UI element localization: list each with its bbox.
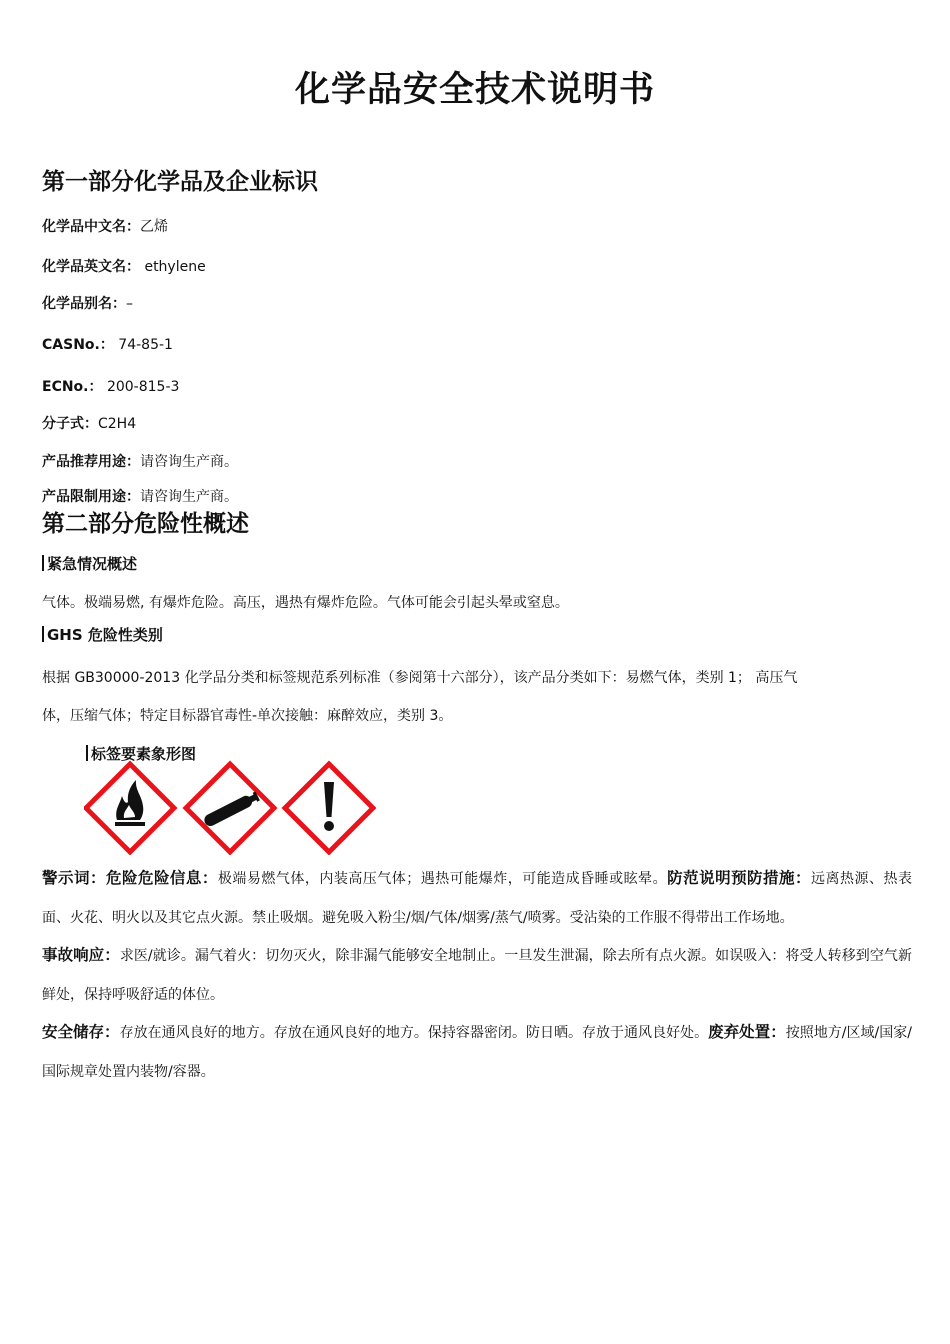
heading-bar <box>86 745 88 761</box>
heading-bar <box>42 626 44 642</box>
pictogram-subheading-text: 标签要素象形图 <box>91 745 197 763</box>
field-recommended-use <box>42 451 238 471</box>
emergency-subheading <box>42 553 137 574</box>
ghs-classification-line-2: 体，压缩气体；特定目标器官毒性-单次接触：麻醉效应，类别 3。 <box>42 708 453 724</box>
ghs-pictograms <box>84 760 376 855</box>
storage-text: 存放在通风良好的地方。存放在通风良好的地方。保持容器密闭。防日晒。存放于通风良好处。 <box>119 1025 709 1041</box>
field-value: 200-815-3 <box>102 379 180 395</box>
field-cas-no <box>42 334 173 354</box>
disposal-label: 废弃处置： <box>708 1023 786 1041</box>
field-value: – <box>126 296 133 312</box>
field-alias <box>42 293 133 313</box>
gas-cylinder-icon <box>186 764 274 852</box>
emergency-text: 气体。极端易燃, 有爆炸危险。高压，遇热有爆炸危险。气体可能会引起头晕或窒息。 <box>42 595 569 611</box>
field-value: ethylene <box>140 259 206 275</box>
ghs-subheading <box>42 624 163 645</box>
field-ec-no <box>42 376 179 396</box>
storage-disposal-paragraph <box>42 1013 912 1092</box>
field-label: 化学品中文名： <box>42 219 140 235</box>
page-title: 化学品安全技术说明书 <box>294 70 655 110</box>
field-label: CASNo.： <box>42 337 114 353</box>
ghs-subheading-text: GHS 危险性类别 <box>47 626 163 644</box>
field-label: 分子式： <box>42 416 98 432</box>
field-value: 请咨询生产商。 <box>140 454 238 470</box>
field-value: C2H4 <box>98 416 137 432</box>
field-chinese-name <box>42 216 168 236</box>
storage-label: 安全储存： <box>42 1023 120 1041</box>
ghs-classification-line-1: 根据 GB30000-2013 化学品分类和标签规范系列标准（参阅第十六部分），该产品分类如下：易燃气体，类别 1； 高压气 <box>42 670 798 686</box>
response-paragraph <box>42 936 912 1015</box>
prevention-label: 防范说明预防措施： <box>667 869 812 887</box>
hazard-statements-paragraph <box>42 859 912 938</box>
field-label: 化学品别名： <box>42 296 126 312</box>
field-label: 产品推荐用途： <box>42 454 140 470</box>
field-label: ECNo.： <box>42 379 103 395</box>
disposal-text: 按照地方/区域/国家/国际规章处置内装物/容器。 <box>42 1025 913 1080</box>
flame-icon <box>86 764 174 852</box>
heading-bar <box>42 555 44 571</box>
field-label: 化学品英文名： <box>42 259 140 275</box>
hazard-info-text: 极端易燃气体，内装高压气体；遇热可能爆炸，可能造成昏睡或眩晕。 <box>217 871 668 887</box>
field-restricted-use <box>42 486 238 506</box>
emergency-subheading-text: 紧急情况概述 <box>47 555 138 573</box>
field-value: 请咨询生产商。 <box>140 489 238 505</box>
field-value: 乙烯 <box>140 219 168 235</box>
response-label: 事故响应： <box>42 946 120 964</box>
field-value: 74-85-1 <box>113 337 173 353</box>
field-label: 产品限制用途： <box>42 489 140 505</box>
response-text: 求医/就诊。漏气着火：切勿灭火，除非漏气能够安全地制止。一旦发生泄漏，除去所有点火源。如误吸入：将受人转移到空气新鲜处，保持呼吸舒适的体位。 <box>42 948 912 1003</box>
hazard-info-label: 危险危险信息： <box>105 869 218 887</box>
section-heading-part1: 第一部分化学品及企业标识 <box>42 169 318 195</box>
prevention-text: 远离热源、热表面、火花、明火以及其它点火源。禁止吸烟。避免吸入粉尘/烟/气体/烟雾/蒸气/喷雾。受沾染的工作服不得带出工作场地。 <box>42 871 912 926</box>
section-heading-part2: 第二部分危险性概述 <box>42 511 249 537</box>
field-formula <box>42 413 136 433</box>
signal-word-label: 警示词： <box>42 869 106 887</box>
field-english-name <box>42 256 206 276</box>
exclamation-icon <box>285 764 373 852</box>
